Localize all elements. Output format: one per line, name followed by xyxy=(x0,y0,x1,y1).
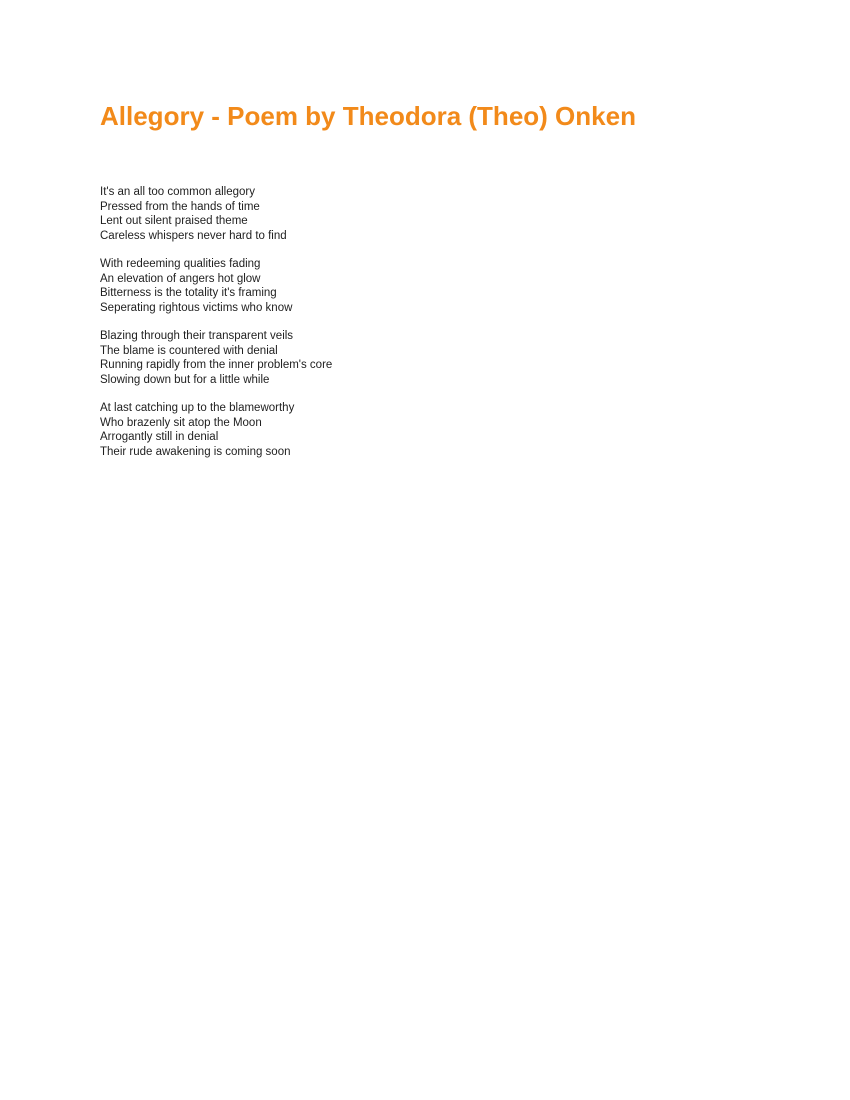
stanza-4 xyxy=(100,401,800,459)
poem-line: Slowing down but for a little while xyxy=(100,373,270,386)
poem-line: It's an all too common allegory xyxy=(100,186,255,198)
document-page xyxy=(100,100,800,473)
poem-line: The blame is countered with denial xyxy=(100,344,278,357)
poem-line: With redeeming qualities fading xyxy=(100,258,261,270)
poem-line: Arrogantly still in denial xyxy=(100,431,219,443)
poem-line: Seperating rightous victims who know xyxy=(100,301,293,314)
poem-line: Careless whispers never hard to find xyxy=(100,229,287,242)
poem-line: Pressed from the hands of time xyxy=(100,200,260,213)
poem-line: Running rapidly from the inner problem's core xyxy=(100,359,333,371)
poem-title: Allegory - Poem by Theodora (Theo) Onken xyxy=(100,101,636,131)
poem-line: Blazing through their transparent veils xyxy=(100,330,294,342)
stanza-2 xyxy=(100,257,800,315)
poem-line: An elevation of angers hot glow xyxy=(100,272,261,285)
stanza-1 xyxy=(100,185,800,243)
poem-line: Who brazenly sit atop the Moon xyxy=(100,416,262,429)
poem-body xyxy=(100,185,800,459)
poem-line: At last catching up to the blameworthy xyxy=(100,402,295,414)
poem-line: Their rude awakening is coming soon xyxy=(100,445,291,458)
poem-line: Lent out silent praised theme xyxy=(100,215,248,227)
stanza-3 xyxy=(100,329,800,387)
poem-line: Bitterness is the totality it's framing xyxy=(100,287,277,299)
